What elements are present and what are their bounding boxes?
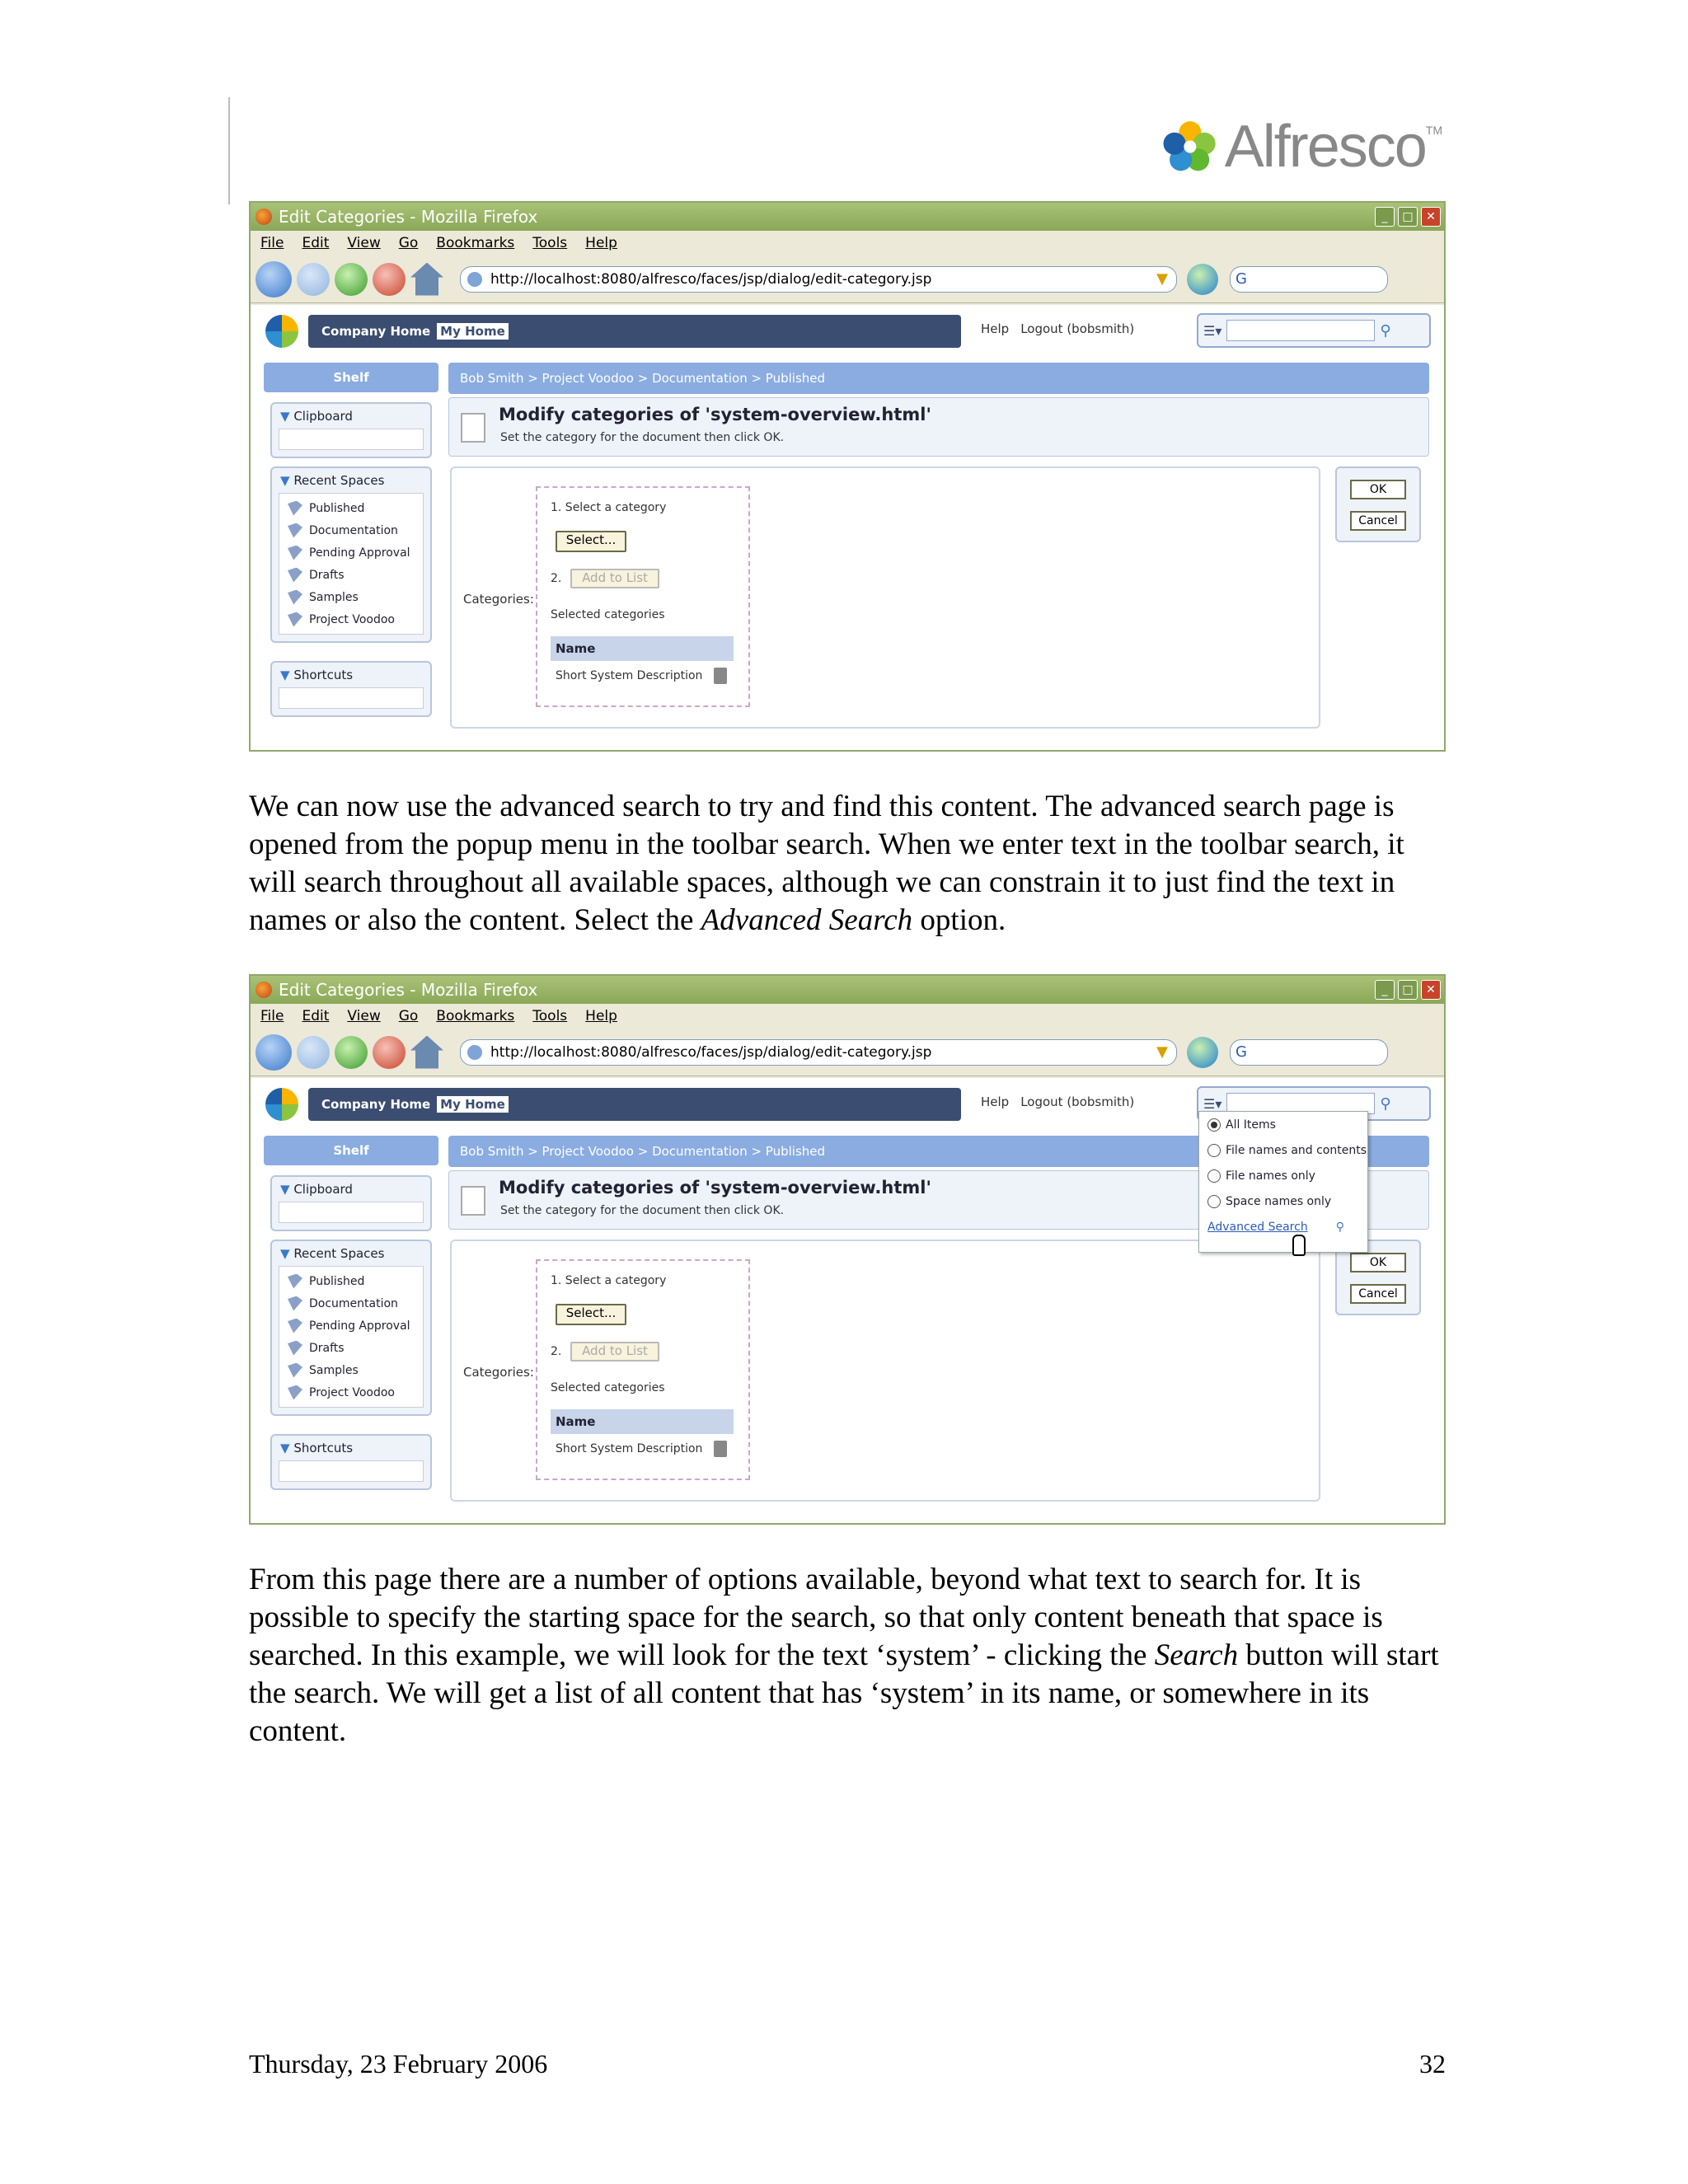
list-item[interactable]: Samples <box>288 1359 415 1381</box>
menu-help[interactable]: Help <box>585 235 617 251</box>
recent-spaces-title[interactable]: ▼ Recent Spaces <box>272 1241 430 1266</box>
table-row <box>556 1441 727 1457</box>
radio-icon[interactable] <box>1207 1144 1221 1157</box>
list-item[interactable]: Documentation <box>288 519 415 541</box>
space-icon <box>288 1296 302 1311</box>
menu-go[interactable]: Go <box>398 235 419 251</box>
menu-view[interactable]: View <box>347 1008 381 1024</box>
edit-document-icon <box>461 1186 485 1216</box>
menu-item-file-names-only[interactable]: File names only <box>1199 1163 1367 1188</box>
help-link[interactable]: Help <box>981 321 1010 336</box>
tab-company-home[interactable]: Company Home <box>321 324 431 339</box>
recent-spaces-panel <box>270 466 432 643</box>
logo-word: Alfresco <box>1224 114 1426 180</box>
menu-edit[interactable]: Edit <box>302 235 330 251</box>
alfresco-app <box>251 305 1444 750</box>
forward-icon[interactable] <box>297 1036 330 1069</box>
list-item[interactable]: Project Voodoo <box>288 608 415 630</box>
shortcuts-title[interactable]: ▼ Shortcuts <box>272 663 430 687</box>
firefox-icon <box>256 982 272 998</box>
add-to-list-button[interactable]: Add to List <box>570 1342 659 1361</box>
dialog-title: Modify categories of 'system-overview.html' <box>499 1178 931 1197</box>
space-icon <box>288 501 302 516</box>
menu-file[interactable]: File <box>260 235 284 251</box>
paragraph-1: We can now use the advanced search to try and find this content. The advanced search page is opened from the popup menu in the toolbar search. When we enter text in the toolbar search, it will search throughout all available spaces, although we can constrain it to just find the text in names or also the content. Select the Advanced Search option. <box>249 790 1404 937</box>
alfresco-flower-icon <box>1162 110 1218 184</box>
radio-icon[interactable] <box>1207 1169 1221 1183</box>
menu-bookmarks[interactable]: Bookmarks <box>436 1008 515 1024</box>
url-bar[interactable] <box>460 1039 1177 1066</box>
step-2-label: 2. <box>551 1345 562 1358</box>
tab-my-home[interactable]: My Home <box>437 1096 509 1113</box>
alfresco-small-logo-icon <box>265 315 298 348</box>
menu-item-advanced-search[interactable] <box>1199 1214 1367 1240</box>
back-icon[interactable] <box>256 261 292 298</box>
close-button[interactable]: ✕ <box>1421 980 1441 1000</box>
reload-icon[interactable] <box>335 263 368 296</box>
clipboard-title[interactable]: ▼ Clipboard <box>272 1177 430 1202</box>
cancel-button[interactable]: Cancel <box>1350 511 1406 531</box>
alfresco-small-logo-icon <box>265 1088 298 1121</box>
close-button[interactable]: ✕ <box>1421 207 1441 227</box>
search-options-icon[interactable]: ☰▾ <box>1203 1095 1222 1112</box>
back-icon[interactable] <box>256 1034 292 1071</box>
dialog-subtitle: Set the category for the document then click OK. <box>500 1204 785 1217</box>
dropdown-arrow-icon[interactable]: ▼ <box>1156 1043 1168 1061</box>
trash-icon[interactable] <box>714 1441 727 1457</box>
forward-icon[interactable] <box>297 263 330 296</box>
url-text: http://localhost:8080/alfresco/faces/jsp/dialog/edit-category.jsp <box>490 270 932 288</box>
menu-file[interactable]: File <box>260 1008 284 1024</box>
search-options-menu <box>1198 1111 1368 1253</box>
space-icon <box>288 1341 302 1356</box>
categories-box <box>536 486 750 707</box>
clipboard-panel <box>270 1175 432 1231</box>
select-button[interactable]: Select... <box>556 1304 626 1325</box>
edit-document-icon <box>461 413 485 443</box>
categories-label: Categories: <box>463 592 534 607</box>
space-icon <box>288 1319 302 1333</box>
name-column-header: Name <box>551 1409 734 1434</box>
space-icon <box>288 1274 302 1289</box>
shortcuts-panel <box>270 1434 432 1490</box>
logo-tm: TM <box>1425 124 1442 137</box>
space-icon <box>288 546 302 560</box>
logout-link[interactable]: Logout (bobsmith) <box>1020 321 1135 336</box>
dialog-content <box>450 1240 1320 1502</box>
title-bar <box>251 976 1444 1004</box>
menu-help[interactable]: Help <box>585 1008 617 1024</box>
menu-view[interactable]: View <box>347 235 381 251</box>
categories-box <box>536 1259 750 1480</box>
search-options-icon[interactable]: ☰▾ <box>1203 322 1222 339</box>
space-icon <box>288 590 302 605</box>
list-item[interactable]: Documentation <box>288 1292 415 1315</box>
clipboard-panel <box>270 402 432 458</box>
list-item[interactable]: Published <box>288 497 415 519</box>
radio-selected-icon[interactable] <box>1207 1118 1221 1132</box>
recent-spaces-panel <box>270 1240 432 1416</box>
maximize-button[interactable]: □ <box>1398 980 1418 1000</box>
categories-label: Categories: <box>463 1365 534 1380</box>
go-icon[interactable] <box>1187 264 1218 295</box>
menu-tools[interactable]: Tools <box>532 235 568 251</box>
maximize-button[interactable]: □ <box>1398 207 1418 227</box>
table-row <box>556 668 727 684</box>
alfresco-app <box>251 1078 1444 1523</box>
list-item[interactable]: Published <box>288 1270 415 1292</box>
shelf-header: Shelf <box>264 1136 438 1165</box>
space-icon <box>288 568 302 583</box>
list-item[interactable]: Samples <box>288 586 415 608</box>
menu-item-all-items[interactable]: All Items <box>1199 1112 1367 1137</box>
url-bar[interactable] <box>460 266 1177 293</box>
step-2-label: 2. <box>551 572 562 585</box>
tab-bar <box>308 315 961 348</box>
nav-toolbar <box>251 1029 1444 1076</box>
category-name: Short System Description <box>556 1442 703 1455</box>
menu-bookmarks[interactable]: Bookmarks <box>436 235 515 251</box>
margin-line <box>228 97 230 204</box>
clipboard-title[interactable]: ▼ Clipboard <box>272 404 430 429</box>
recent-spaces-title[interactable]: ▼ Recent Spaces <box>272 468 430 493</box>
menu-bar <box>251 1004 1444 1029</box>
search-input[interactable] <box>1226 320 1375 341</box>
paragraph-2: From this page there are a number of options available, beyond what text to search for. It is possible to specify the starting space for the search, so that only content beneath that space is searched. In this example, we will look for the text ‘system’ - clicking the Search button will start the search. We will get a list of all content that has ‘system’ in its name, or somewhere in its content. <box>249 1563 1439 1748</box>
dialog-header <box>448 397 1429 457</box>
space-icon <box>288 1385 302 1400</box>
step-1-label: 1. Select a category <box>551 501 667 514</box>
shortcuts-title[interactable]: ▼ Shortcuts <box>272 1436 430 1460</box>
footer-page-number: 32 <box>1419 2049 1446 2079</box>
dropdown-arrow-icon[interactable]: ▼ <box>1156 270 1168 288</box>
toolbar-search <box>1197 313 1431 348</box>
dialog-content <box>450 466 1320 729</box>
logout-link[interactable]: Logout (bobsmith) <box>1020 1094 1135 1109</box>
browser-window-1 <box>249 201 1446 752</box>
reload-icon[interactable] <box>335 1036 368 1069</box>
menu-tools[interactable]: Tools <box>532 1008 568 1024</box>
dialog-subtitle: Set the category for the document then click OK. <box>500 431 785 444</box>
menu-bar <box>251 231 1444 255</box>
stop-icon[interactable] <box>373 1036 406 1069</box>
radio-icon[interactable] <box>1207 1195 1221 1208</box>
select-button[interactable]: Select... <box>556 531 626 552</box>
home-icon[interactable] <box>410 263 443 296</box>
google-search-box[interactable] <box>1230 1039 1388 1066</box>
list-item[interactable]: Project Voodoo <box>288 1381 415 1404</box>
hand-cursor-icon <box>1292 1235 1306 1256</box>
add-to-list-button[interactable]: Add to List <box>570 569 659 588</box>
minimize-button[interactable]: _ <box>1375 207 1395 227</box>
window-title: Edit Categories - Mozilla Firefox <box>279 980 538 1000</box>
help-link[interactable]: Help <box>981 1094 1010 1109</box>
menu-item-names-and-contents[interactable]: File names and contents <box>1199 1137 1367 1163</box>
minimize-button[interactable]: _ <box>1375 980 1395 1000</box>
google-search-box[interactable] <box>1230 266 1388 293</box>
firefox-icon <box>256 209 272 225</box>
action-panel <box>1335 466 1421 542</box>
dialog-title: Modify categories of 'system-overview.html' <box>499 405 931 424</box>
go-icon[interactable] <box>1187 1037 1218 1068</box>
menu-go[interactable]: Go <box>398 1008 419 1024</box>
cancel-button[interactable]: Cancel <box>1350 1284 1406 1304</box>
tab-company-home[interactable]: Company Home <box>321 1097 431 1112</box>
ok-button[interactable]: OK <box>1350 480 1406 499</box>
alfresco-logo <box>1162 105 1442 188</box>
list-item[interactable]: Drafts <box>288 1337 415 1359</box>
space-icon <box>288 1363 302 1378</box>
category-name: Short System Description <box>556 669 703 682</box>
window-title: Edit Categories - Mozilla Firefox <box>279 207 538 227</box>
selected-categories-label: Selected categories <box>551 1381 665 1394</box>
list-item[interactable]: Drafts <box>288 564 415 586</box>
breadcrumb[interactable]: Bob Smith > Project Voodoo > Documentation > Published <box>448 363 1429 394</box>
title-bar <box>251 203 1444 231</box>
ok-button[interactable]: OK <box>1350 1253 1406 1272</box>
menu-item-space-names-only[interactable]: Space names only <box>1199 1188 1367 1214</box>
shortcuts-panel <box>270 661 432 717</box>
globe-icon <box>467 1045 482 1060</box>
tab-bar <box>308 1088 961 1121</box>
nav-toolbar <box>251 255 1444 303</box>
list-item[interactable]: Pending Approval <box>288 1315 415 1337</box>
breadcrumb[interactable]: Bob Smith > Project Voodoo > Documentation > Published <box>448 1136 1429 1167</box>
google-icon: G <box>1236 270 1247 288</box>
search-icon: ⚲ <box>1335 1220 1344 1234</box>
url-text: http://localhost:8080/alfresco/faces/jsp/dialog/edit-category.jsp <box>490 1043 932 1061</box>
home-icon[interactable] <box>410 1036 443 1069</box>
selected-categories-label: Selected categories <box>551 608 665 621</box>
search-icon[interactable]: ⚲ <box>1380 321 1391 340</box>
stop-icon[interactable] <box>373 263 406 296</box>
advanced-search-link[interactable]: Advanced Search <box>1207 1220 1308 1234</box>
globe-icon <box>467 272 482 287</box>
name-column-header: Name <box>551 636 734 661</box>
step-1-label: 1. Select a category <box>551 1274 667 1287</box>
google-icon: G <box>1236 1043 1247 1061</box>
footer-date: Thursday, 23 February 2006 <box>249 2049 548 2079</box>
shelf-header: Shelf <box>264 363 438 392</box>
trash-icon[interactable] <box>714 668 727 684</box>
menu-edit[interactable]: Edit <box>302 1008 330 1024</box>
tab-my-home[interactable]: My Home <box>437 323 509 340</box>
list-item[interactable]: Pending Approval <box>288 541 415 564</box>
browser-window-2 <box>249 974 1446 1525</box>
space-icon <box>288 523 302 538</box>
space-icon <box>288 612 302 627</box>
search-icon[interactable]: ⚲ <box>1380 1094 1391 1113</box>
